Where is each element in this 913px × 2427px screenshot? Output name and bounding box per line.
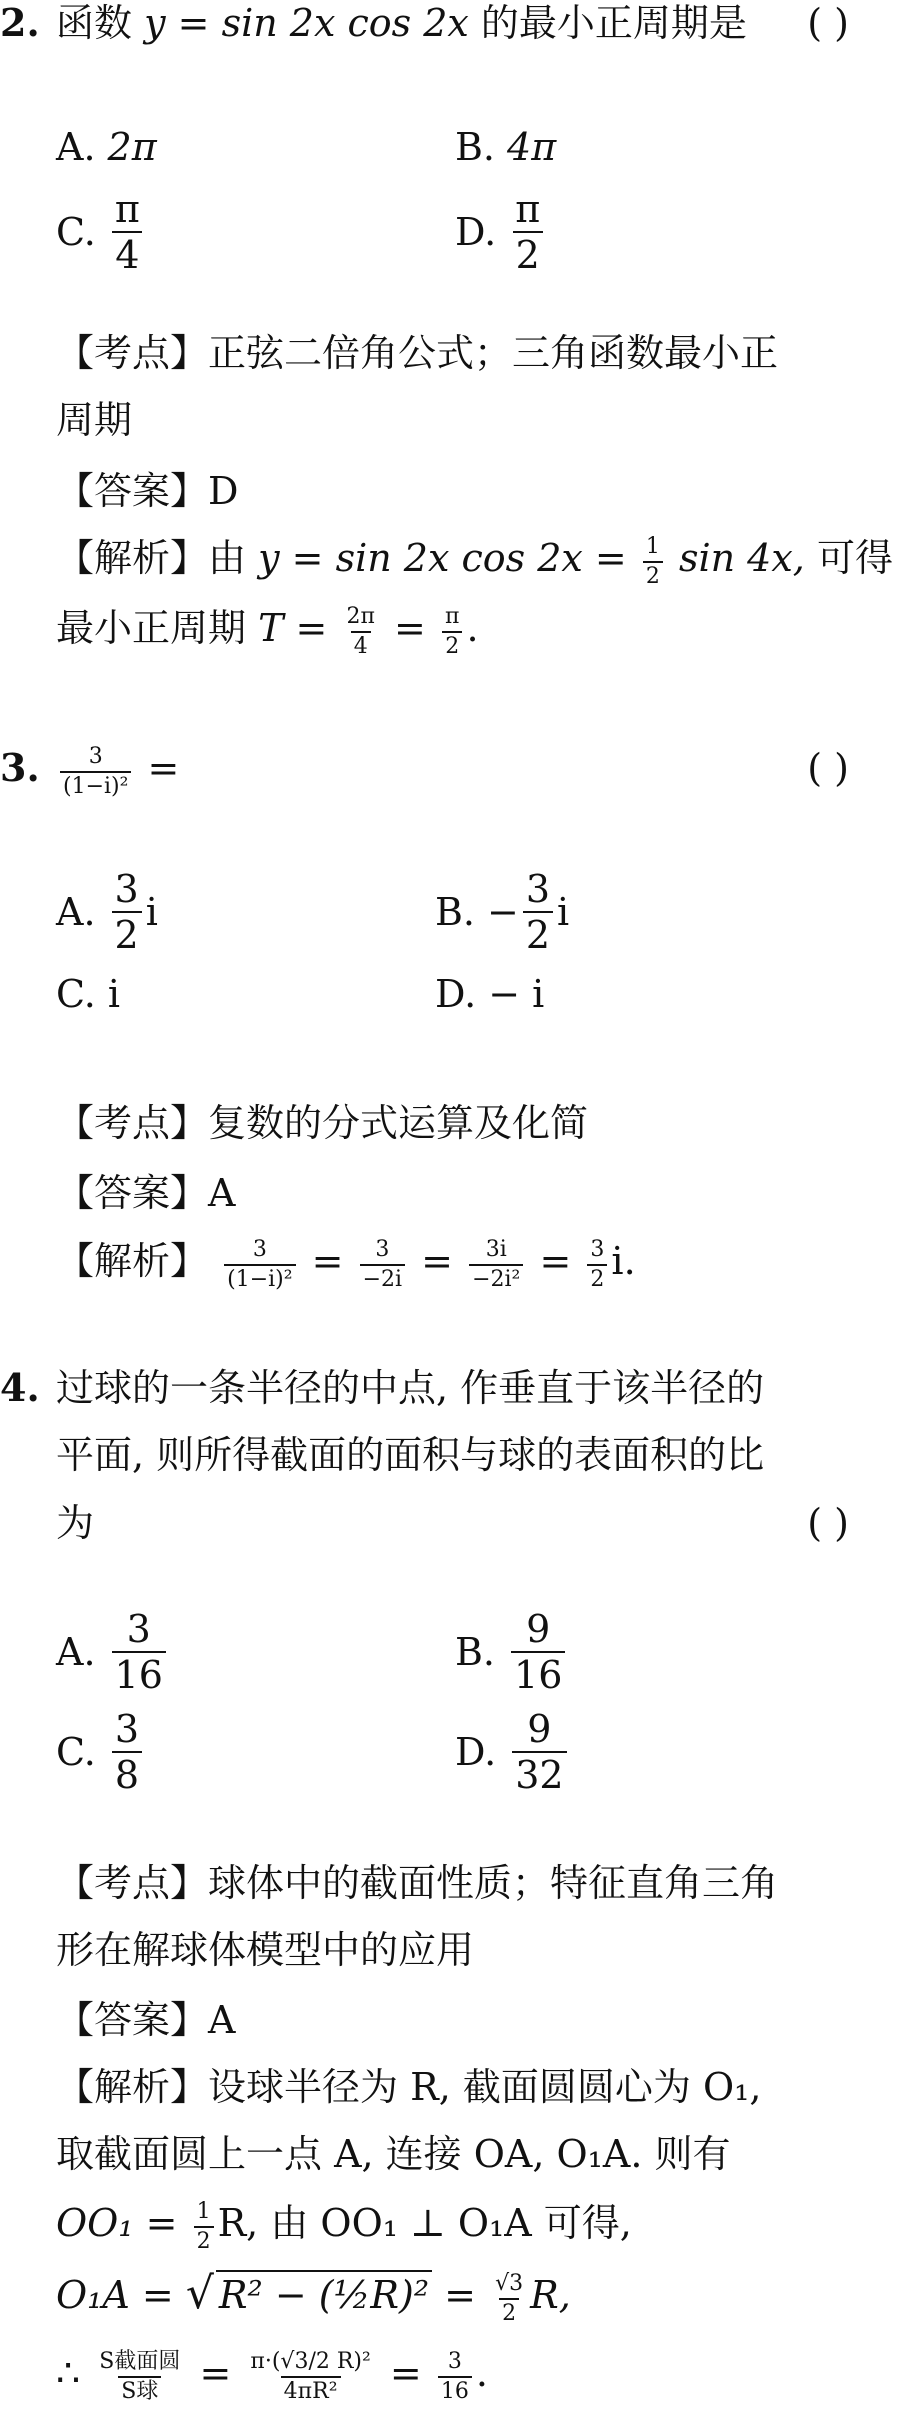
q4-answer: 【答案】A	[56, 1998, 236, 2042]
q4-number: 4.	[0, 1365, 40, 1410]
q4-kaodian: 【考点】球体中的截面性质；特征直角三角	[56, 1861, 779, 1905]
q4-jiexi-line5: ∴ $\frac{\text{S截面圆}}{\text{S球}}$ = $\frac{\text{π·(√3/2 R)²}}{\text{4πR²}}$ = $\frac{3}{16}$ .	[56, 2348, 488, 2404]
q3-kaodian: 【考点】复数的分式运算及化简	[56, 1101, 589, 1145]
q4-option-b: B. $\frac{9}{16}$	[455, 1610, 569, 1694]
q2-answer: 【答案】D	[56, 469, 239, 513]
q4-kaodian-cont: 形在解球体模型中的应用	[56, 1928, 475, 1972]
q2-stem-cn: 函数	[56, 1, 133, 45]
q3-jiexi: 【解析】 $\frac{3}{\text{(1−i)²}}$ = $\frac{3}{-2i}$ = $\frac{3i}{\text{−2i²}}$ = $\frac{3}{2}$ i.	[56, 1236, 636, 1292]
q4-answer-blank: ( )	[807, 1501, 849, 1545]
q2-option-b: B. 4π	[455, 125, 557, 169]
q2-jiexi-line2: 最小正周期 T = $\frac{2\pi}{4}$ = $\frac{\pi}{2}$ .	[56, 603, 479, 659]
sqrt-symbol: √	[185, 2268, 214, 2319]
q4-option-a: A. $\frac{3}{16}$	[56, 1610, 170, 1694]
q2-option-d: D. $\frac{\pi}{2}$	[455, 190, 547, 274]
q2-stem-math: y = sin 2x cos 2x	[144, 1, 469, 45]
q3-number: 3.	[0, 745, 40, 790]
q3-option-d: D. − i	[435, 972, 545, 1016]
q3-option-b: B. − $\frac{3}{2}$ i	[435, 867, 570, 957]
q3-option-c: C. i	[56, 972, 120, 1016]
q2-stem-tail: 的最小正周期是	[480, 1, 747, 45]
q4-option-c: C. $\frac{3}{8}$	[56, 1710, 146, 1794]
q2-jiexi-line1: 【解析】由 y = sin 2x cos 2x = $\frac{1}{2}$ sin 4x, 可得	[56, 533, 893, 589]
q4-jiexi-line4: O₁A = √ R² − (½R)² = $\frac{√3}{2}$ R,	[56, 2268, 571, 2326]
q3-option-a: A. $\frac{3}{2}$ i	[56, 867, 158, 957]
q3-answer-blank: ( )	[807, 746, 849, 790]
q4-jiexi-line3: OO₁ = $\frac{1}{2}$ R, 由 OO₁ ⊥ O₁A 可得,	[56, 2198, 632, 2254]
q4-jiexi-line2: 取截面圆上一点 A, 连接 OA, O₁A. 则有	[56, 2132, 731, 2176]
q2-kaodian: 【考点】正弦二倍角公式；三角函数最小正	[56, 331, 779, 375]
q4-option-d: D. $\frac{9}{32}$	[455, 1710, 571, 1794]
q4-jiexi-line1: 【解析】设球半径为 R, 截面圆圆心为 O₁,	[56, 2065, 762, 2109]
q2-number: 2.	[0, 0, 40, 45]
q2-option-a: A. 2π	[56, 125, 157, 169]
q2-answer-blank: ( )	[807, 1, 849, 45]
q3-answer: 【答案】A	[56, 1171, 236, 1215]
q2-kaodian-cont: 周期	[56, 398, 133, 442]
q2-option-c: C. $\frac{\pi}{4}$	[56, 190, 147, 274]
